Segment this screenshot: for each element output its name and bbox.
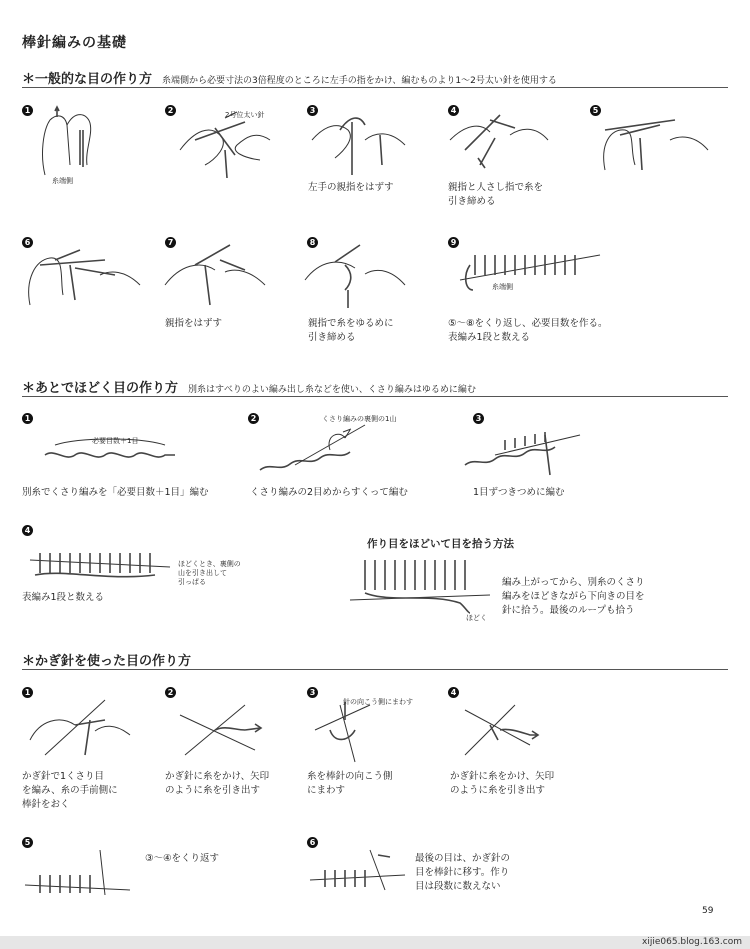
step-number: 5 bbox=[22, 837, 33, 848]
step-illustration bbox=[600, 110, 710, 180]
step-number: 2 bbox=[165, 105, 176, 116]
page-number: 59 bbox=[702, 906, 714, 916]
knitted-stitches-illustration bbox=[455, 245, 605, 295]
step-number: 5 bbox=[590, 105, 601, 116]
yarn-end-label: 糸端側 bbox=[492, 283, 513, 291]
chain-illustration bbox=[40, 445, 180, 465]
stitches-on-needle-illustration bbox=[465, 420, 585, 475]
footer-bar bbox=[0, 936, 750, 949]
section-title: ＊かぎ針を使った目の作り方 bbox=[22, 654, 192, 669]
step-number: 6 bbox=[22, 237, 33, 248]
step-number: 3 bbox=[307, 687, 318, 698]
step-number: 4 bbox=[448, 687, 459, 698]
section-divider bbox=[22, 396, 728, 397]
chain-pickup-illustration bbox=[255, 420, 375, 475]
step-number: 1 bbox=[22, 105, 33, 116]
step-caption: くさり編みの2目めからすくって編む bbox=[250, 487, 408, 498]
unravel-label: ほどく bbox=[466, 614, 487, 622]
step-caption: かぎ針に糸をかけ、矢印 のように糸を引き出す bbox=[165, 771, 270, 796]
step-illustration bbox=[160, 240, 270, 310]
section-title: ＊一般的な目の作り方 bbox=[22, 72, 153, 87]
step-number: 1 bbox=[22, 687, 33, 698]
step-illustration bbox=[310, 845, 410, 900]
step-caption: 最後の目は、かぎ針の 目を棒針に移す。作り 目は段数に数えない bbox=[415, 853, 511, 892]
step-caption: 左手の親指をはずす bbox=[308, 182, 394, 193]
needle-label: 2号位太い針 bbox=[225, 111, 265, 119]
step-number: 4 bbox=[22, 525, 33, 536]
pickup-description: 編み上がってから、別糸のくさり 編みをほどきながら下向きの目を 針に拾う。最後のループも拾う bbox=[502, 577, 645, 616]
step-caption: 糸を棒針の向こう側 にまわす bbox=[307, 771, 393, 796]
step-illustration bbox=[25, 695, 135, 760]
step-caption: ③～④をくり返す bbox=[145, 853, 220, 864]
step-number: 3 bbox=[473, 413, 484, 424]
step-illustration bbox=[25, 240, 145, 310]
section-title: ＊あとでほどく目の作り方 bbox=[22, 381, 179, 396]
step-caption: 親指と人さし指で糸を 引き締める bbox=[448, 182, 544, 207]
section-divider bbox=[22, 669, 728, 670]
step-illustration bbox=[310, 110, 410, 180]
step-number: 2 bbox=[165, 687, 176, 698]
step-caption: 別糸でくさり編みを「必要目数＋1目」編む bbox=[22, 487, 209, 498]
page-title: 棒針編みの基礎 bbox=[22, 35, 127, 51]
step-illustration bbox=[450, 110, 550, 180]
step-number: 9 bbox=[448, 237, 459, 248]
yarn-end-label: 糸端側 bbox=[52, 177, 73, 185]
step-illustration bbox=[310, 700, 400, 765]
step-caption: 1目ずつきつめに編む bbox=[473, 487, 565, 498]
step-number: 2 bbox=[248, 413, 259, 424]
step-number: 6 bbox=[307, 837, 318, 848]
unravel-hint-label: ほどくとき、裏側の 山を引き出して 引っぱる bbox=[178, 560, 241, 586]
step-number: 8 bbox=[307, 237, 318, 248]
pickup-illustration bbox=[350, 555, 500, 615]
section-divider bbox=[22, 87, 728, 88]
step-caption: かぎ針で1くさり目 を編み、糸の手前側に 棒針をおく bbox=[22, 771, 118, 810]
step-illustration bbox=[175, 110, 275, 180]
step-illustration bbox=[460, 700, 550, 760]
step-caption: 表編み1段と数える bbox=[22, 592, 105, 603]
chain-count-label: 必要目数＋1目 bbox=[92, 437, 139, 445]
section-heading-crochet-cast-on bbox=[22, 650, 191, 669]
footer-watermark: xijie065.blog.163.com bbox=[642, 937, 742, 947]
wrap-behind-label: 針の向こう側にまわす bbox=[343, 698, 413, 706]
step-caption: ⑤～⑧をくり返し、必要目数を作る。 表編み1段と数える bbox=[448, 318, 608, 343]
section-note: 別糸はすべりのよい編み出し糸などを使い、くさり編みはゆるめに編む bbox=[188, 385, 476, 395]
section-heading-provisional-cast-on bbox=[22, 377, 476, 396]
pickup-method-title: 作り目をほどいて目を拾う方法 bbox=[367, 538, 514, 550]
step-caption: 親指をはずす bbox=[165, 318, 223, 329]
step-illustration bbox=[35, 105, 120, 180]
step-number: 4 bbox=[448, 105, 459, 116]
section-note: 糸端側から必要寸法の3倍程度のところに左手の指をかけ、編むものより1～2号太い針を使用する bbox=[162, 76, 557, 86]
step-caption: かぎ針に糸をかけ、矢印 のように糸を引き出す bbox=[450, 771, 555, 796]
step-number: 7 bbox=[165, 237, 176, 248]
step-illustration bbox=[300, 240, 410, 310]
step-caption: 親指で糸をゆるめに 引き締める bbox=[308, 318, 394, 343]
step-illustration bbox=[25, 845, 135, 900]
step-number: 3 bbox=[307, 105, 318, 116]
chain-back-loop-label: くさり編みの裏側の1山 bbox=[322, 415, 397, 423]
first-row-illustration bbox=[25, 545, 175, 585]
step-illustration bbox=[175, 700, 265, 760]
section-heading-general-cast-on bbox=[22, 68, 557, 87]
step-number: 1 bbox=[22, 413, 33, 424]
